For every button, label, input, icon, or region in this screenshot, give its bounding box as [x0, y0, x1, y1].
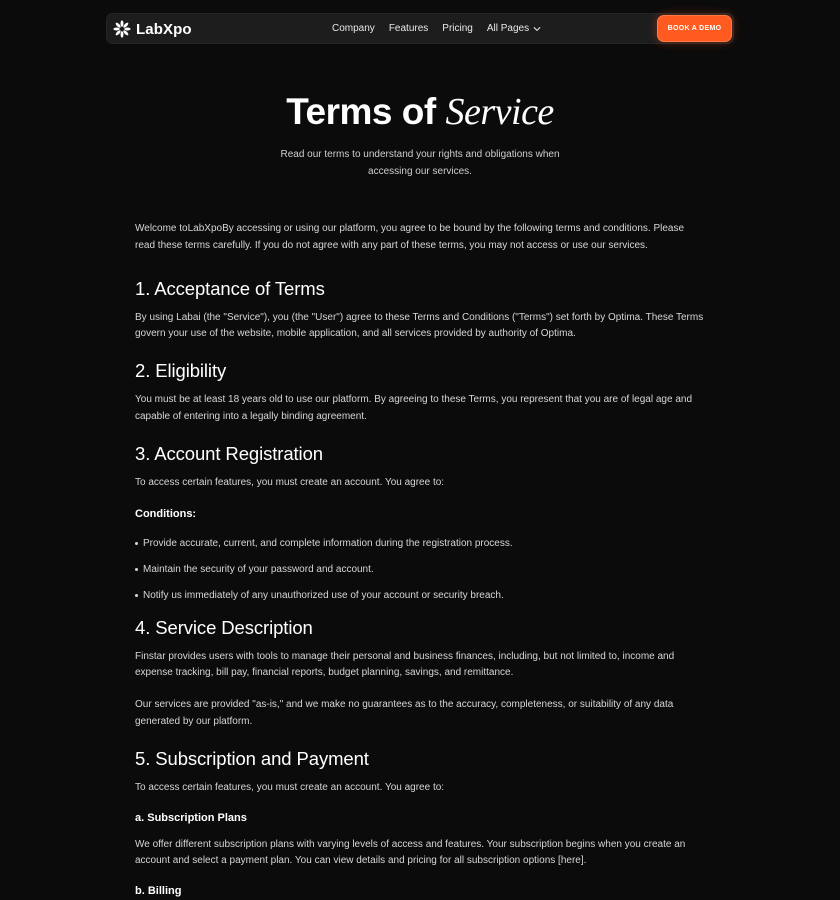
chevron-down-icon [533, 25, 541, 33]
bullet-dot [135, 568, 138, 571]
page-title-accent: Service [445, 91, 554, 133]
nav-link-features[interactable]: Features [388, 23, 429, 34]
section-heading-account-registration: 3. Account Registration [135, 442, 323, 464]
section-body-service-description: Finstar provides users with tools to manage their personal and business finances, including, but not limited to, income and expense tracking, bill pay, financial reports, budget planning, savings, and remittance. [135, 650, 675, 679]
list-item-text: Provide accurate, current, and complete information during the registration process. [143, 537, 513, 549]
nav-link-all-pages[interactable] [487, 23, 541, 34]
subsection-heading-subscription-plans: a. Subscription Plans [135, 811, 247, 824]
section-body-account-registration: To access certain features, you must create an account. You agree to: [135, 476, 445, 488]
brand-logo[interactable] [113, 19, 192, 39]
section-body-acceptance: By using Labai (the "Service"), you (the "User") agree to these Terms and Conditions ("Terms") set forth by Optima. These Terms govern your use of the website, mobile application, and all services provided by authority of Optima. [135, 311, 704, 340]
section-body-subscription-payment: To access certain features, you must create an account. You agree to: [135, 781, 445, 793]
intro-paragraph: Welcome toLabXpoBy accessing or using our platform, you agree to be bound by the following terms and conditions. Please read these terms carefully. If you do not agree with any part of these terms, you may not access or use our services. [135, 223, 685, 251]
page-subtitle: Read our terms to understand your rights and obligations when accessing our services. [280, 149, 560, 177]
list-item-text: Maintain the security of your password and account. [143, 563, 374, 575]
list-item [135, 562, 705, 578]
book-demo-button[interactable]: BOOK A DEMO [657, 15, 732, 42]
terms-content [135, 221, 705, 899]
list-item [135, 588, 705, 604]
nav-link-all-pages-label: All Pages [486, 23, 530, 34]
nav-link-pricing[interactable]: Pricing [442, 23, 473, 34]
list-item-text: Notify us immediately of any unauthorized use of your account or security breach. [143, 589, 504, 601]
section-heading-eligibility: 2. Eligibility [135, 360, 227, 382]
brand-name: LabXpo [136, 20, 192, 38]
section-body-service-disclaimer: Our services are provided "as-is," and we make no guarantees as to the accuracy, completeness, or suitability of any data generated by our platform. [135, 699, 674, 727]
asterisk-flower-icon [113, 20, 131, 38]
section-heading-subscription-payment: 5. Subscription and Payment [135, 747, 369, 769]
subsection-body-subscription-plans: We offer different subscription plans with varying levels of access and features. Your subscription begins when you create an account and select a payment plan. You can view details and pricing for all subscription options [here]. [135, 838, 686, 867]
conditions-label: Conditions: [135, 507, 197, 520]
section-heading-acceptance: 1. Acceptance of Terms [135, 277, 325, 299]
list-item [135, 536, 705, 552]
nav-links [332, 13, 541, 44]
section-heading-service-description: 4. Service Description [135, 616, 313, 638]
section-body-eligibility: You must be at least 18 years old to use our platform. By agreeing to these Terms, you represent that you are of legal age and capable of entering into a legally binding agreement. [135, 394, 693, 422]
bullet-dot [135, 542, 138, 545]
page-title [0, 88, 840, 136]
bullet-dot [135, 594, 138, 597]
navbar [106, 13, 734, 44]
page-title-main: Terms of [286, 91, 436, 132]
subsection-heading-billing: b. Billing [135, 885, 182, 898]
nav-link-company[interactable]: Company [332, 23, 375, 34]
